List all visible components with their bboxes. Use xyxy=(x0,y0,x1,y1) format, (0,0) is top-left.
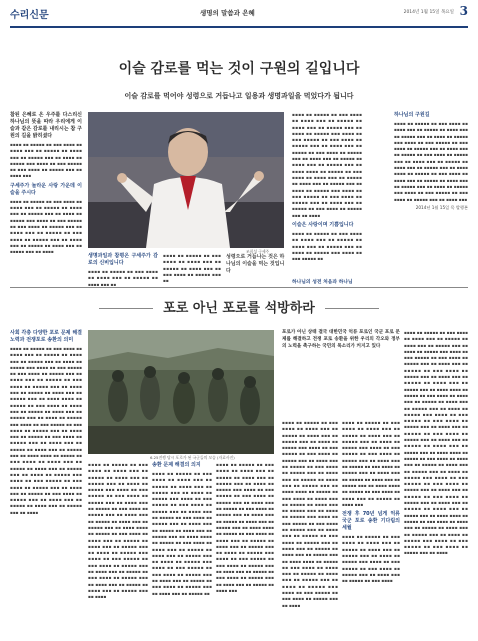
article2-column-5 xyxy=(282,420,338,630)
article1-column-3 xyxy=(163,253,221,283)
article2-headline-text: 포로 아닌 포로를 석방하라 xyxy=(163,301,315,316)
page-center-title: 생명의 말씀과 은혜 xyxy=(200,9,255,17)
article1-lead: 참된 은혜로 온 우주를 다스리신 하나님의 뜻을 따라 우리에게 이슬과 같은 감로를 내리시는 참 구원의 길을 밝히셨다 xyxy=(10,112,82,139)
article1-body-text: ▪▪▪▪ ▪▪ ▪▪▪▪▪ ▪▪ ▪▪▪ ▪▪▪▪ ▪▪ ▪▪▪▪ ▪▪▪ ▪▪ ▪▪▪▪▪ ▪▪ ▪▪▪▪ ▪▪▪ ▪▪ ▪▪▪▪▪ ▪▪▪ ▪▪ ▪▪▪▪ ▪▪ ▪▪▪▪▪ ▪▪▪ ▪▪▪▪ ▪▪ ▪▪▪ ▪▪▪▪▪ ▪▪ ▪▪▪ ▪▪▪▪ ▪▪ ▪▪▪▪▪ ▪▪▪ ▪▪ ▪▪▪▪ ▪▪▪ ▪▪ ▪▪▪▪▪ ▪▪ ▪▪▪ ▪▪▪▪ ▪▪ ▪▪▪▪▪ ▪▪▪ ▪▪ ▪▪▪▪ ▪▪▪ ▪▪ ▪▪▪▪▪ ▪▪ ▪▪▪▪ ▪▪▪ ▪▪ ▪▪▪▪▪ ▪▪▪ ▪▪ ▪▪▪▪ xyxy=(10,198,82,255)
article1-side-title: 하나님의 구원길 xyxy=(394,112,430,118)
page-number: 3 xyxy=(459,4,468,18)
section-name: 수리신문 xyxy=(10,10,49,21)
issue-date: 2014년 1월 15일 목요일 xyxy=(403,10,454,15)
article2-subhead-b: 전쟁 후 70년 넘게 억류 국군 포로 송환 기다림의 세월 xyxy=(342,511,400,532)
article2-column-6 xyxy=(342,420,400,630)
article2-body-text: ▪▪▪▪ ▪▪ ▪▪▪▪▪ ▪▪ ▪▪▪ ▪▪▪▪ ▪▪ ▪▪▪▪ ▪▪▪ ▪▪ ▪▪▪▪▪ ▪▪ ▪▪▪▪ ▪▪▪ ▪▪ ▪▪▪▪▪ ▪▪▪ ▪▪ ▪▪▪▪ ▪▪ ▪▪▪▪▪ ▪▪▪ ▪▪▪▪ ▪▪ ▪▪▪ ▪▪▪▪▪ ▪▪ ▪▪▪ ▪▪▪▪ ▪▪ ▪▪▪▪▪ ▪▪▪ ▪▪ ▪▪▪▪ ▪▪▪ ▪▪ ▪▪▪▪▪ ▪▪ ▪▪▪ ▪▪▪▪ xyxy=(342,534,400,584)
article1-subhead-a: 구세주가 놀라운 사랑 가운데 이슬을 주시다 xyxy=(10,182,82,196)
article1-photo xyxy=(88,112,284,248)
article2-body-text: ▪▪▪▪ ▪▪ ▪▪▪▪▪ ▪▪ ▪▪▪ ▪▪▪▪ ▪▪ ▪▪▪▪ ▪▪▪ ▪▪ ▪▪▪▪▪ ▪▪ ▪▪▪▪ ▪▪▪ ▪▪ ▪▪▪▪▪ ▪▪▪ ▪▪ ▪▪▪▪ ▪▪ ▪▪▪▪▪ ▪▪▪ ▪▪▪▪ ▪▪ ▪▪▪ ▪▪▪▪▪ ▪▪ ▪▪▪ ▪▪▪▪ ▪▪ ▪▪▪▪▪ ▪▪▪ ▪▪ ▪▪▪▪ ▪▪▪ ▪▪ ▪▪▪▪▪ ▪▪ ▪▪▪ ▪▪▪▪ ▪▪ ▪▪▪▪▪ ▪▪▪ ▪▪ ▪▪▪▪ ▪▪▪ ▪▪ ▪▪▪▪▪ ▪▪ ▪▪▪▪ ▪▪▪ ▪▪ ▪▪▪▪▪ ▪▪▪ ▪▪ ▪▪▪▪ ▪▪▪▪ ▪▪ ▪▪▪▪▪ ▪▪ ▪▪▪ ▪▪▪▪ ▪▪ ▪▪▪▪ ▪▪▪ ▪▪ ▪▪▪▪▪ ▪▪ ▪▪▪▪ ▪▪▪ ▪▪ ▪▪▪▪▪ ▪▪▪ ▪▪ ▪▪▪▪ ▪▪ ▪▪▪▪▪ ▪▪▪ ▪▪▪▪ ▪▪ ▪▪▪ ▪▪▪▪▪ ▪▪ ▪▪▪ ▪▪▪▪ ▪▪ ▪▪▪▪▪ ▪▪▪ ▪▪ ▪▪▪▪ ▪▪▪ ▪▪ ▪▪▪▪▪ ▪▪ ▪▪▪ ▪▪▪▪ ▪▪ ▪▪▪▪▪ ▪▪▪ ▪▪ ▪▪▪▪ ▪▪▪ ▪▪ ▪▪▪▪▪ ▪▪ ▪▪▪▪ ▪▪▪ xyxy=(216,462,274,593)
article2-column-3 xyxy=(152,462,212,630)
article2-photo-caption: 6.25전쟁 당시 포로가 된 국군들의 모습 (자료사진) xyxy=(150,455,235,460)
page-header xyxy=(10,5,468,25)
section-divider xyxy=(10,287,468,288)
article1-body-text: ▪▪▪▪ ▪▪ ▪▪▪▪▪ ▪▪ ▪▪▪ ▪▪▪▪ ▪▪ ▪▪▪▪ ▪▪▪ ▪▪ ▪▪▪▪▪ ▪▪ ▪▪▪▪ ▪▪▪ ▪▪ ▪▪▪▪▪ ▪▪▪ ▪▪ ▪▪▪▪ ▪▪ ▪▪▪▪▪ ▪▪▪ ▪▪▪▪ ▪▪ ▪▪▪ ▪▪▪▪▪ ▪▪ ▪▪▪ ▪▪▪▪ ▪▪ ▪▪▪▪▪ ▪▪▪ ▪▪ ▪▪▪▪ ▪▪▪ ▪▪ ▪▪▪▪▪ ▪▪ ▪▪▪ ▪▪▪▪ ▪▪ ▪▪▪▪▪ ▪▪▪ ▪▪ ▪▪▪▪ ▪▪▪ ▪▪ ▪▪▪▪▪ ▪▪ ▪▪▪▪ ▪▪▪ ▪▪ ▪▪▪▪▪ ▪▪▪ ▪▪ ▪▪▪▪ ▪▪▪▪ ▪▪ ▪▪▪▪▪ ▪▪ ▪▪▪ ▪▪▪▪ ▪▪ ▪▪▪▪ ▪▪▪ ▪▪ ▪▪▪▪▪ ▪▪ ▪▪▪▪ ▪▪▪ ▪▪ ▪▪▪▪▪ ▪▪▪ ▪▪ ▪▪▪▪ ▪▪ ▪▪▪▪▪ ▪▪▪ ▪▪▪▪ ▪▪ ▪▪▪ ▪▪▪▪▪ ▪▪ ▪▪▪ ▪▪▪▪ ▪▪ ▪▪▪▪▪ ▪▪▪ ▪▪ ▪▪▪▪ ▪▪▪ ▪▪ ▪▪▪▪▪ ▪▪ ▪▪▪ ▪▪▪▪ ▪▪ ▪▪▪▪▪ ▪▪▪ ▪▪ ▪▪▪▪ xyxy=(292,112,362,218)
header-rule xyxy=(10,26,468,28)
article1-subhead-d: 하나님의 성전 처음과 하나님 xyxy=(292,280,353,285)
article2-column-1 xyxy=(10,330,82,630)
article2-subhead-a: 송환 문제 해결의 의지 xyxy=(152,462,201,468)
article2-body-text: ▪▪▪▪ ▪▪ ▪▪▪▪▪ ▪▪ ▪▪▪ ▪▪▪▪ ▪▪ ▪▪▪▪ ▪▪▪ ▪▪ ▪▪▪▪▪ ▪▪ ▪▪▪▪ ▪▪▪ ▪▪ ▪▪▪▪▪ ▪▪▪ ▪▪ ▪▪▪▪ ▪▪ ▪▪▪▪▪ ▪▪▪ ▪▪▪▪ ▪▪ ▪▪▪ ▪▪▪▪▪ ▪▪ ▪▪▪ ▪▪▪▪ ▪▪ ▪▪▪▪▪ ▪▪▪ ▪▪ ▪▪▪▪ ▪▪▪ ▪▪ ▪▪▪▪▪ ▪▪ ▪▪▪ ▪▪▪▪ ▪▪ ▪▪▪▪▪ ▪▪▪ ▪▪ ▪▪▪▪ ▪▪▪ ▪▪ ▪▪▪▪▪ ▪▪ ▪▪▪▪ ▪▪▪ ▪▪ ▪▪▪▪▪ ▪▪▪ ▪▪ ▪▪▪▪ ▪▪▪▪ ▪▪ ▪▪▪▪▪ ▪▪ ▪▪▪ ▪▪▪▪ ▪▪ ▪▪▪▪ ▪▪▪ ▪▪ ▪▪▪▪▪ ▪▪ ▪▪▪▪ ▪▪▪ ▪▪ ▪▪▪▪▪ ▪▪▪ ▪▪ ▪▪▪▪ ▪▪ ▪▪▪▪▪ ▪▪▪ ▪▪▪▪ ▪▪ ▪▪▪ ▪▪▪▪▪ ▪▪ ▪▪▪ ▪▪▪▪ ▪▪ ▪▪▪▪▪ ▪▪▪ ▪▪ ▪▪▪▪ ▪▪▪ ▪▪ ▪▪▪▪▪ ▪▪ ▪▪▪ ▪▪▪▪ ▪▪ ▪▪▪▪▪ ▪▪▪ ▪▪ ▪▪▪▪ ▪▪▪ ▪▪ ▪▪▪▪▪ ▪▪ ▪▪▪▪ ▪▪▪ ▪▪ ▪▪▪▪▪ ▪▪▪ ▪▪ ▪▪▪▪ xyxy=(88,462,148,600)
article1-sidebar xyxy=(394,112,468,280)
article2-body-text: ▪▪▪▪ ▪▪ ▪▪▪▪▪ ▪▪ ▪▪▪ ▪▪▪▪ ▪▪ ▪▪▪▪ ▪▪▪ ▪▪ ▪▪▪▪▪ ▪▪ ▪▪▪▪ ▪▪▪ ▪▪ ▪▪▪▪▪ ▪▪▪ ▪▪ ▪▪▪▪ ▪▪ ▪▪▪▪▪ ▪▪▪ ▪▪▪▪ ▪▪ ▪▪▪ ▪▪▪▪▪ ▪▪ ▪▪▪ ▪▪▪▪ ▪▪ ▪▪▪▪▪ ▪▪▪ ▪▪ ▪▪▪▪ ▪▪▪ ▪▪ ▪▪▪▪▪ ▪▪ ▪▪▪ ▪▪▪▪ ▪▪ ▪▪▪▪▪ ▪▪▪ ▪▪ ▪▪▪▪ ▪▪▪ ▪▪ ▪▪▪▪▪ ▪▪ ▪▪▪▪ ▪▪▪ ▪▪ ▪▪▪▪▪ ▪▪▪ ▪▪ ▪▪▪▪ ▪▪▪▪ ▪▪ ▪▪▪▪▪ ▪▪ ▪▪▪ ▪▪▪▪ ▪▪ ▪▪▪▪ ▪▪▪ ▪▪ ▪▪▪▪▪ ▪▪ ▪▪▪▪ ▪▪▪ ▪▪ ▪▪▪▪▪ ▪▪▪ ▪▪ ▪▪▪▪ ▪▪ ▪▪▪▪▪ ▪▪▪ ▪▪▪▪ ▪▪ ▪▪▪ ▪▪▪▪▪ ▪▪ ▪▪▪ ▪▪▪▪ ▪▪ ▪▪▪▪▪ ▪▪▪ ▪▪ ▪▪▪▪ ▪▪▪ ▪▪ ▪▪▪▪▪ ▪▪ ▪▪▪ ▪▪▪▪ ▪▪ ▪▪▪▪▪ ▪▪▪ ▪▪ ▪▪▪▪ ▪▪▪ ▪▪ ▪▪▪▪▪ ▪▪ ▪▪▪▪ ▪▪▪ ▪▪ ▪▪▪▪▪ ▪▪▪ ▪▪ ▪▪▪▪ ▪▪▪▪ ▪▪ ▪▪▪▪▪ ▪▪ ▪▪▪ ▪▪▪▪ ▪▪ ▪▪▪▪ ▪▪▪ ▪▪ ▪▪▪▪▪ ▪▪ ▪▪▪▪ ▪▪▪ ▪▪ ▪▪▪▪▪ ▪▪▪ ▪▪ ▪▪▪▪ ▪▪ ▪▪▪▪▪ ▪▪▪ ▪▪▪▪ ▪▪ ▪▪▪ ▪▪▪▪▪ ▪▪ ▪▪▪ ▪▪▪▪ ▪▪ ▪▪▪▪▪ ▪▪▪ ▪▪ ▪▪▪▪ ▪▪▪ ▪▪ ▪▪▪▪▪ ▪▪ ▪▪▪ ▪▪▪▪ ▪▪ ▪▪▪▪▪ ▪▪▪ ▪▪ ▪▪▪▪ ▪▪▪ ▪▪ ▪▪▪▪▪ ▪▪ ▪▪▪▪ ▪▪▪ ▪▪ ▪▪▪▪▪ ▪▪▪ ▪▪ ▪▪▪▪ ▪▪▪▪ ▪▪ ▪▪▪▪▪ ▪▪ ▪▪▪ ▪▪▪▪ ▪▪ ▪▪▪▪ ▪▪▪ ▪▪ ▪▪▪▪▪ ▪▪ ▪▪▪▪ ▪▪▪ ▪▪ ▪▪▪▪▪ ▪▪▪ ▪▪ ▪▪▪▪ ▪▪ ▪▪▪▪▪ ▪▪▪ ▪▪▪▪ ▪▪ ▪▪▪ ▪▪▪▪▪ ▪▪ ▪▪▪ ▪▪▪▪ ▪▪ ▪▪▪▪▪ ▪▪▪ ▪▪ ▪▪▪▪ xyxy=(404,330,468,556)
article2-lead: 사회 각층 다양한 포로 문제 해결 노력과 전쟁포로 송환의 의미 xyxy=(10,330,82,343)
article1-subhead-b: 생명과일과 참평온 구세주가 감로의 신비입니다 xyxy=(88,253,158,266)
article1-pull-quote: 성령으로 거듭나는 것은 하나님의 이슬을 먹는 것입니다 xyxy=(226,254,285,274)
article1-column-4 xyxy=(292,112,362,284)
article1-body-text: ▪▪▪▪ ▪▪ ▪▪▪▪▪ ▪▪ ▪▪▪ ▪▪▪▪ ▪▪ ▪▪▪▪ ▪▪▪ ▪▪ ▪▪▪▪▪ ▪▪ ▪▪▪▪ ▪▪▪ ▪▪ ▪▪▪▪▪ ▪▪▪ ▪▪ ▪▪▪▪ ▪▪ ▪▪▪▪▪ ▪▪▪ ▪▪▪▪ ▪▪ ▪▪▪ ▪▪▪▪▪ ▪▪ ▪▪▪ ▪▪▪▪ ▪▪ ▪▪▪▪▪ ▪▪▪ ▪▪ ▪▪▪▪ ▪▪▪ ▪▪ ▪▪▪▪▪ ▪▪ ▪▪▪ ▪▪▪▪ ▪▪ ▪▪▪▪▪ ▪▪▪ ▪▪ ▪▪▪▪ ▪▪▪ ▪▪ ▪▪▪▪▪ ▪▪ ▪▪▪▪ ▪▪▪ ▪▪ ▪▪▪▪▪ ▪▪▪ ▪▪ ▪▪▪▪ ▪▪▪▪ ▪▪ ▪▪▪▪▪ ▪▪ ▪▪▪ ▪▪▪▪ ▪▪ ▪▪▪▪ ▪▪▪ ▪▪ ▪▪▪▪▪ ▪▪ ▪▪▪▪ ▪▪▪ ▪▪ ▪▪▪▪▪ ▪▪▪ ▪▪ ▪▪▪▪ ▪▪ ▪▪▪▪▪ ▪▪▪ ▪▪▪▪ ▪▪ ▪▪▪ ▪▪▪▪▪ ▪▪ ▪▪▪ ▪▪▪▪ ▪▪ ▪▪▪▪▪ ▪▪▪ ▪▪ ▪▪▪▪ ▪▪▪ xyxy=(394,121,468,202)
article1-column-5 xyxy=(366,112,380,284)
article1-subhead-c: 이슬은 사랑이며 기쁨입니다 xyxy=(292,222,354,229)
article2-column-7 xyxy=(404,330,468,630)
article1-column-1 xyxy=(10,112,82,280)
article2-body-text: ▪▪▪▪ ▪▪ ▪▪▪▪▪ ▪▪ ▪▪▪ ▪▪▪▪ ▪▪ ▪▪▪▪ ▪▪▪ ▪▪ ▪▪▪▪▪ ▪▪ ▪▪▪▪ ▪▪▪ ▪▪ ▪▪▪▪▪ ▪▪▪ ▪▪ ▪▪▪▪ ▪▪ ▪▪▪▪▪ ▪▪▪ ▪▪▪▪ ▪▪ ▪▪▪ ▪▪▪▪▪ ▪▪ ▪▪▪ ▪▪▪▪ ▪▪ ▪▪▪▪▪ ▪▪▪ ▪▪ ▪▪▪▪ ▪▪▪ ▪▪ ▪▪▪▪▪ ▪▪ ▪▪▪ ▪▪▪▪ ▪▪ ▪▪▪▪▪ ▪▪▪ ▪▪ ▪▪▪▪ ▪▪▪ ▪▪ ▪▪▪▪▪ ▪▪ ▪▪▪▪ ▪▪▪ ▪▪ ▪▪▪▪▪ ▪▪▪ ▪▪ ▪▪▪▪ ▪▪▪▪ ▪▪ ▪▪▪▪▪ ▪▪ ▪▪▪ ▪▪▪▪ ▪▪ ▪▪▪▪ ▪▪▪ ▪▪ ▪▪▪▪▪ ▪▪ ▪▪▪▪ ▪▪▪ xyxy=(342,420,400,507)
article2-headline xyxy=(0,297,478,316)
article2-photo xyxy=(88,330,274,454)
article1-body-text: ▪▪▪▪ ▪▪ ▪▪▪▪▪ ▪▪ ▪▪▪ ▪▪▪▪ ▪▪ ▪▪▪▪ ▪▪▪ ▪▪ ▪▪▪▪▪ ▪▪ ▪▪▪▪ ▪▪▪ ▪▪ ▪▪▪▪▪ ▪▪▪ ▪▪ ▪▪▪▪ ▪▪ ▪▪▪▪▪ ▪▪▪ ▪▪▪▪ ▪▪ ▪▪▪ ▪▪▪▪▪ ▪▪ ▪▪▪ ▪▪▪▪ ▪▪ ▪▪▪▪▪ ▪▪▪ ▪▪ ▪▪▪▪ ▪▪▪ xyxy=(10,142,82,179)
article2-column-4 xyxy=(216,462,274,630)
article2-column-2 xyxy=(88,462,148,630)
article1-photo-caption: 조희성 구세주 xyxy=(246,249,270,254)
article2-bold-intro: 포로가 아닌 상태 결국 대한민국 억류 포로인 국군 포로 문제를 해결하고 전쟁 포로 송환을 위한 우리의 각오와 정부의 노력을 촉구하는 국민의 목소리가 커지고 있다 xyxy=(282,330,400,349)
article2-body-text: ▪▪▪▪ ▪▪ ▪▪▪▪▪ ▪▪ ▪▪▪ ▪▪▪▪ ▪▪ ▪▪▪▪ ▪▪▪ ▪▪ ▪▪▪▪▪ ▪▪ ▪▪▪▪ ▪▪▪ ▪▪ ▪▪▪▪▪ ▪▪▪ ▪▪ ▪▪▪▪ ▪▪ ▪▪▪▪▪ ▪▪▪ ▪▪▪▪ ▪▪ ▪▪▪ ▪▪▪▪▪ ▪▪ ▪▪▪ ▪▪▪▪ ▪▪ ▪▪▪▪▪ ▪▪▪ ▪▪ ▪▪▪▪ ▪▪▪ ▪▪ ▪▪▪▪▪ ▪▪ ▪▪▪ ▪▪▪▪ ▪▪ ▪▪▪▪▪ ▪▪▪ ▪▪ ▪▪▪▪ ▪▪▪ ▪▪ ▪▪▪▪▪ ▪▪ ▪▪▪▪ ▪▪▪ ▪▪ ▪▪▪▪▪ ▪▪▪ ▪▪ ▪▪▪▪ ▪▪▪▪ ▪▪ ▪▪▪▪▪ ▪▪ ▪▪▪ ▪▪▪▪ ▪▪ ▪▪▪▪ ▪▪▪ ▪▪ ▪▪▪▪▪ ▪▪ ▪▪▪▪ ▪▪▪ ▪▪ ▪▪▪▪▪ ▪▪▪ ▪▪ ▪▪▪▪ ▪▪ ▪▪▪▪▪ ▪▪▪ ▪▪▪▪ ▪▪ ▪▪▪ ▪▪▪▪▪ ▪▪ ▪▪▪ ▪▪▪▪ ▪▪ ▪▪▪▪▪ ▪▪▪ ▪▪ ▪▪▪▪ ▪▪▪ ▪▪ ▪▪▪▪▪ ▪▪ ▪▪▪ ▪▪▪▪ ▪▪ ▪▪▪▪▪ ▪▪▪ ▪▪ ▪▪▪▪ ▪▪▪ ▪▪ ▪▪▪▪▪ ▪▪ ▪▪▪▪ ▪▪▪ ▪▪ ▪▪▪▪▪ ▪▪▪ ▪▪ ▪▪▪▪ ▪▪▪▪ ▪▪ ▪▪▪▪▪ ▪▪ ▪▪▪ ▪▪▪▪ ▪▪ ▪▪▪▪ ▪▪▪ ▪▪ ▪▪▪▪▪ ▪▪ ▪▪▪▪ ▪▪▪ ▪▪ ▪▪▪▪▪ ▪▪▪ ▪▪ ▪▪▪▪ ▪▪ ▪▪▪▪▪ ▪▪▪ ▪▪▪▪ ▪▪ ▪▪▪ ▪▪▪▪▪ ▪▪ ▪▪▪ ▪▪▪▪ ▪▪ ▪▪▪▪▪ ▪▪▪ ▪▪ ▪▪▪▪ xyxy=(282,420,338,608)
article1-side-date: 2014년 1월 15일 목 발행본 xyxy=(415,204,468,210)
article1-subheadline: 이슬 감로를 먹어야 성령으로 거듭나고 일용과 생명과일을 먹었다가 됩니다 xyxy=(124,91,354,100)
article1-body-text: ▪▪▪▪ ▪▪ ▪▪▪▪▪ ▪▪ ▪▪▪ ▪▪▪▪ ▪▪ ▪▪▪▪ ▪▪▪ ▪▪ ▪▪▪▪▪ ▪▪ ▪▪▪▪ ▪▪▪ ▪▪ ▪▪▪ ▪▪▪▪ ▪▪ ▪▪▪▪▪ ▪▪▪ ▪▪ xyxy=(163,253,221,284)
article1-headline: 이슬 감로를 먹는 것이 구원의 길입니다 xyxy=(118,61,360,77)
article2-body-text: ▪▪▪▪ ▪▪ ▪▪▪▪▪ ▪▪ ▪▪▪ ▪▪▪▪ ▪▪ ▪▪▪▪ ▪▪▪ ▪▪ ▪▪▪▪▪ ▪▪ ▪▪▪▪ ▪▪▪ ▪▪ ▪▪▪▪▪ ▪▪▪ ▪▪ ▪▪▪▪ ▪▪ ▪▪▪▪▪ ▪▪▪ ▪▪▪▪ ▪▪ ▪▪▪ ▪▪▪▪▪ ▪▪ ▪▪▪ ▪▪▪▪ ▪▪ ▪▪▪▪▪ ▪▪▪ ▪▪ ▪▪▪▪ ▪▪▪ ▪▪ ▪▪▪▪▪ ▪▪ ▪▪▪ ▪▪▪▪ ▪▪ ▪▪▪▪▪ ▪▪▪ ▪▪ ▪▪▪▪ ▪▪▪ ▪▪ ▪▪▪▪▪ ▪▪ ▪▪▪▪ ▪▪▪ ▪▪ ▪▪▪▪▪ ▪▪▪ ▪▪ ▪▪▪▪ ▪▪▪▪ ▪▪ ▪▪▪▪▪ ▪▪ ▪▪▪ ▪▪▪▪ ▪▪ ▪▪▪▪ ▪▪▪ ▪▪ ▪▪▪▪▪ ▪▪ ▪▪▪▪ ▪▪▪ ▪▪ ▪▪▪▪▪ ▪▪▪ ▪▪ ▪▪▪▪ ▪▪ ▪▪▪▪▪ ▪▪▪ ▪▪▪▪ ▪▪ ▪▪▪ ▪▪▪▪▪ ▪▪ ▪▪▪ ▪▪▪▪ ▪▪ ▪▪▪▪▪ ▪▪▪ ▪▪ ▪▪▪▪ ▪▪▪ ▪▪ ▪▪▪▪▪ ▪▪ ▪▪▪ ▪▪▪▪ ▪▪ ▪▪▪▪▪ ▪▪▪ ▪▪ ▪▪▪▪ ▪▪▪ ▪▪ ▪▪▪▪▪ ▪▪ ▪▪▪▪ ▪▪▪ ▪▪ ▪▪▪▪▪ ▪▪▪ ▪▪ ▪▪▪▪ ▪▪▪▪ ▪▪ ▪▪▪▪▪ ▪▪ ▪▪▪ ▪▪▪▪ ▪▪ ▪▪▪▪ ▪▪▪ ▪▪ ▪▪▪▪▪ ▪▪ ▪▪▪▪ ▪▪▪ ▪▪ ▪▪▪▪▪ ▪▪▪ ▪▪ ▪▪▪▪ ▪▪ ▪▪▪▪▪ ▪▪▪ ▪▪▪▪ ▪▪ ▪▪▪ ▪▪▪▪▪ ▪▪ ▪▪▪ ▪▪▪▪ ▪▪ ▪▪▪▪▪ ▪▪▪ ▪▪ ▪▪▪▪ ▪▪▪ ▪▪ ▪▪▪▪▪ ▪▪ ▪▪▪ ▪▪▪▪ ▪▪ ▪▪▪▪▪ ▪▪▪ ▪▪ ▪▪▪▪ ▪▪▪ ▪▪ ▪▪▪▪▪ ▪▪ ▪▪▪▪ ▪▪▪ ▪▪ ▪▪▪▪▪ ▪▪▪ ▪▪ ▪▪▪▪ xyxy=(10,346,82,515)
article2-body-text: ▪▪▪▪ ▪▪ ▪▪▪▪▪ ▪▪ ▪▪▪ ▪▪▪▪ ▪▪ ▪▪▪▪ ▪▪▪ ▪▪ ▪▪▪▪▪ ▪▪ ▪▪▪▪ ▪▪▪ ▪▪ ▪▪▪▪▪ ▪▪▪ ▪▪ ▪▪▪▪ ▪▪ ▪▪▪▪▪ ▪▪▪ ▪▪▪▪ ▪▪ ▪▪▪ ▪▪▪▪▪ ▪▪ ▪▪▪ ▪▪▪▪ ▪▪ ▪▪▪▪▪ ▪▪▪ ▪▪ ▪▪▪▪ ▪▪▪ ▪▪ ▪▪▪▪▪ ▪▪ ▪▪▪ ▪▪▪▪ ▪▪ ▪▪▪▪▪ ▪▪▪ ▪▪ ▪▪▪▪ ▪▪▪ ▪▪ ▪▪▪▪▪ ▪▪ ▪▪▪▪ ▪▪▪ ▪▪ ▪▪▪▪▪ ▪▪▪ ▪▪ ▪▪▪▪ ▪▪▪▪ ▪▪ ▪▪▪▪▪ ▪▪ ▪▪▪ ▪▪▪▪ ▪▪ ▪▪▪▪ ▪▪▪ ▪▪ ▪▪▪▪▪ ▪▪ ▪▪▪▪ ▪▪▪ ▪▪ ▪▪▪▪▪ ▪▪▪ ▪▪ ▪▪▪▪ ▪▪ ▪▪▪▪▪ ▪▪▪ ▪▪▪▪ ▪▪ ▪▪▪ ▪▪▪▪▪ ▪▪ ▪▪▪ ▪▪▪▪ ▪▪ ▪▪▪▪▪ ▪▪▪ ▪▪ ▪▪▪▪ ▪▪▪ ▪▪ ▪▪▪▪▪ ▪▪ ▪▪▪ ▪▪▪▪ ▪▪ ▪▪▪▪▪ ▪▪▪ ▪▪ ▪▪▪▪ ▪▪▪ ▪▪ ▪▪▪▪▪ ▪▪ xyxy=(152,471,212,596)
article1-column-2 xyxy=(88,253,158,287)
article1-body-text: ▪▪▪▪ ▪▪ ▪▪▪▪▪ ▪▪ ▪▪▪ ▪▪▪▪ ▪▪ ▪▪▪▪ ▪▪▪ ▪▪ ▪▪▪▪▪ ▪▪ ▪▪▪▪ ▪▪▪ ▪▪ xyxy=(88,269,158,287)
article1-body-text: ▪▪▪▪ ▪▪ ▪▪▪▪▪ ▪▪ ▪▪▪ ▪▪▪▪ ▪▪ ▪▪▪▪ ▪▪▪ ▪▪ ▪▪▪▪▪ ▪▪ ▪▪▪▪ ▪▪▪ ▪▪ ▪▪▪▪▪ ▪▪▪ ▪▪ ▪▪▪▪ ▪▪ ▪▪▪▪▪ ▪▪▪ ▪▪▪▪ ▪▪ ▪▪▪ ▪▪▪▪▪ ▪▪ xyxy=(292,231,362,262)
